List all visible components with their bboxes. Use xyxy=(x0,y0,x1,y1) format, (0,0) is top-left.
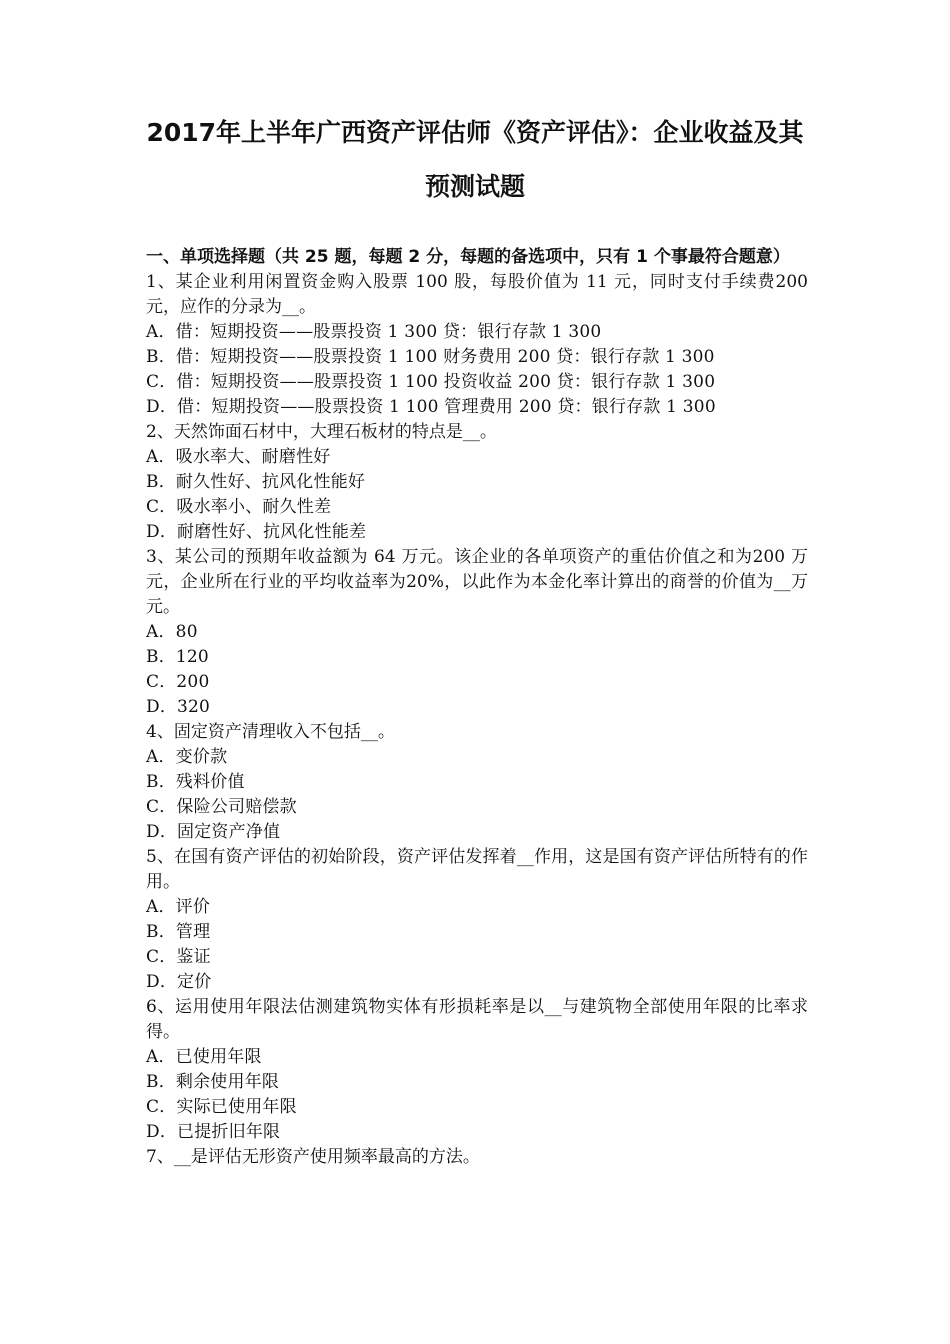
section-heading: 一、单项选择题（共 25 题，每题 2 分，每题的备选项中，只有 1 个事最符合题意） xyxy=(146,247,790,267)
question-2-option-d: D．耐磨性好、抗风化性能差 xyxy=(146,522,367,542)
question-1-option-c: C．借：短期投资——股票投资 1 100 投资收益 200 贷：银行存款 1 300 xyxy=(146,372,716,392)
question-6-option-a: A．已使用年限 xyxy=(146,1047,262,1067)
question-2-option-b: B．耐久性好、抗风化性能好 xyxy=(146,472,366,492)
question-stem-6: 6、运用使用年限法估测建筑物实体有形损耗率是以__与建筑物全部使用年限的比率求得。 xyxy=(146,997,808,1042)
question-4-option-c: C．保险公司赔偿款 xyxy=(146,797,297,817)
question-5-option-c: C．鉴证 xyxy=(146,947,211,967)
question-2-option-c: C．吸水率小、耐久性差 xyxy=(146,497,332,517)
question-6-option-d: D．已提折旧年限 xyxy=(146,1122,281,1142)
question-1-option-a: A．借：短期投资——股票投资 1 300 贷：银行存款 1 300 xyxy=(146,322,602,342)
document-title-line-2: 预测试题 xyxy=(424,172,525,201)
question-5-option-b: B．管理 xyxy=(146,922,211,942)
question-stem-1: 1、某企业利用闲置资金购入股票 100 股，每股价值为 11 元，同时支付手续费200 元，应作的分录为__。 xyxy=(146,272,808,317)
document-body xyxy=(146,245,808,1170)
question-4-option-b: B．残料价值 xyxy=(146,772,245,792)
question-6-option-c: C．实际已使用年限 xyxy=(146,1097,297,1117)
question-6-option-b: B．剩余使用年限 xyxy=(146,1072,280,1092)
question-4-option-a: A．变价款 xyxy=(146,747,228,767)
question-1-option-b: B．借：短期投资——股票投资 1 100 财务费用 200 贷：银行存款 1 300 xyxy=(146,347,715,367)
question-stem-5: 5、在国有资产评估的初始阶段，资产评估发挥着__作用，这是国有资产评估所特有的作用。 xyxy=(146,847,808,892)
question-5-option-d: D．定价 xyxy=(146,972,212,992)
question-4-option-d: D．固定资产净值 xyxy=(146,822,281,842)
question-stem-7: 7、__是评估无形资产使用频率最高的方法。 xyxy=(146,1147,480,1167)
question-5-option-a: A．评价 xyxy=(146,897,211,917)
question-3-option-a: A．80 xyxy=(146,622,198,642)
question-1-option-d: D．借：短期投资——股票投资 1 100 管理费用 200 贷：银行存款 1 300 xyxy=(146,397,716,417)
question-2-option-a: A．吸水率大、耐磨性好 xyxy=(146,447,331,467)
question-stem-2: 2、天然饰面石材中，大理石板材的特点是__。 xyxy=(146,422,497,442)
question-stem-3: 3、某公司的预期年收益额为 64 万元。该企业的各单项资产的重估价值之和为200 万元，企业所在行业的平均收益率为20%，以此作为本金化率计算出的商誉的价值为__万元。 xyxy=(146,547,808,617)
question-3-option-d: D．320 xyxy=(146,697,211,717)
question-3-option-c: C．200 xyxy=(146,672,210,692)
question-stem-4: 4、固定资产清理收入不包括__。 xyxy=(146,722,395,742)
question-3-option-b: B．120 xyxy=(146,647,209,667)
document-title-line-1: 2017年上半年广西资产评估师《资产评估》：企业收益及其 xyxy=(146,118,804,147)
